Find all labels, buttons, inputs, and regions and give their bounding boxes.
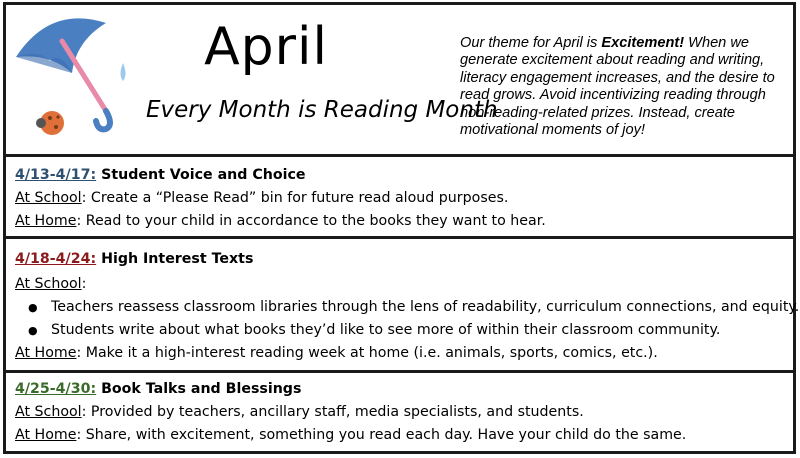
at-school-text: : (81, 276, 87, 292)
at-school-label: At School (15, 404, 82, 420)
theme-body: When we generate excitement about reading and writing, literacy engagement increases, and the desire to read grows. Avoid incentivizing reading through non-reading-related prizes. Instead, create motivational moments of joy! (460, 35, 775, 139)
at-home-label: At Home (15, 427, 77, 443)
week-section-1 (6, 157, 793, 239)
at-home-line (15, 427, 686, 443)
newsletter-page (3, 2, 800, 454)
bullet-dot: ● (28, 301, 38, 314)
at-home-line (15, 345, 658, 361)
week-section-2 (6, 239, 800, 373)
at-home-text: : Share, with excitement, something you read each day. Have your child do the same. (76, 427, 687, 443)
week-section-3 (6, 373, 793, 451)
umbrella-icon (16, 18, 110, 129)
week-dates: 4/18-4/24: (15, 251, 97, 267)
at-school-line (15, 190, 508, 206)
week-heading (15, 167, 306, 183)
theme-intro: Our theme for April is (460, 35, 602, 51)
at-home-text: : Make it a high-interest reading week at home (i.e. animals, sports, comics, etc.). (76, 345, 658, 361)
umbrella-illustration (10, 11, 138, 143)
theme-paragraph (460, 35, 790, 139)
week-dates: 4/13-4/17: (15, 167, 97, 183)
ladybug-icon (36, 111, 64, 135)
week-title: Student Voice and Choice (96, 167, 306, 183)
week-dates: 4/25-4/30: (15, 381, 97, 397)
at-home-text: : Read to your child in accordance to the books they want to hear. (76, 213, 546, 229)
at-school-line (15, 404, 584, 420)
bullet-dot: ● (28, 324, 38, 337)
at-home-label: At Home (15, 213, 77, 229)
week-title: Book Talks and Blessings (96, 381, 302, 397)
at-school-text: : Create a “Please Read” bin for future read aloud purposes. (81, 190, 509, 206)
week-title: High Interest Texts (96, 251, 254, 267)
page-title: April (204, 17, 328, 77)
at-home-line (15, 213, 546, 229)
bullet-item: Teachers reassess classroom libraries through the lens of readability, curriculum connections, and equity. (51, 299, 800, 315)
at-school-label: At School (15, 190, 82, 206)
week-heading (15, 381, 301, 397)
raindrop-icon (121, 63, 126, 81)
at-school-line (15, 276, 86, 292)
theme-word: Excitement! (601, 35, 685, 51)
bullet-item: Students write about what books they’d like to see more of within their classroom community. (51, 322, 721, 338)
at-school-label: At School (15, 276, 82, 292)
at-home-label: At Home (15, 345, 77, 361)
page-subtitle: Every Month is Reading Month (146, 97, 498, 123)
at-school-text: : Provided by teachers, ancillary staff, media specialists, and students. (81, 404, 584, 420)
week-heading (15, 251, 253, 267)
header-section (6, 5, 793, 157)
